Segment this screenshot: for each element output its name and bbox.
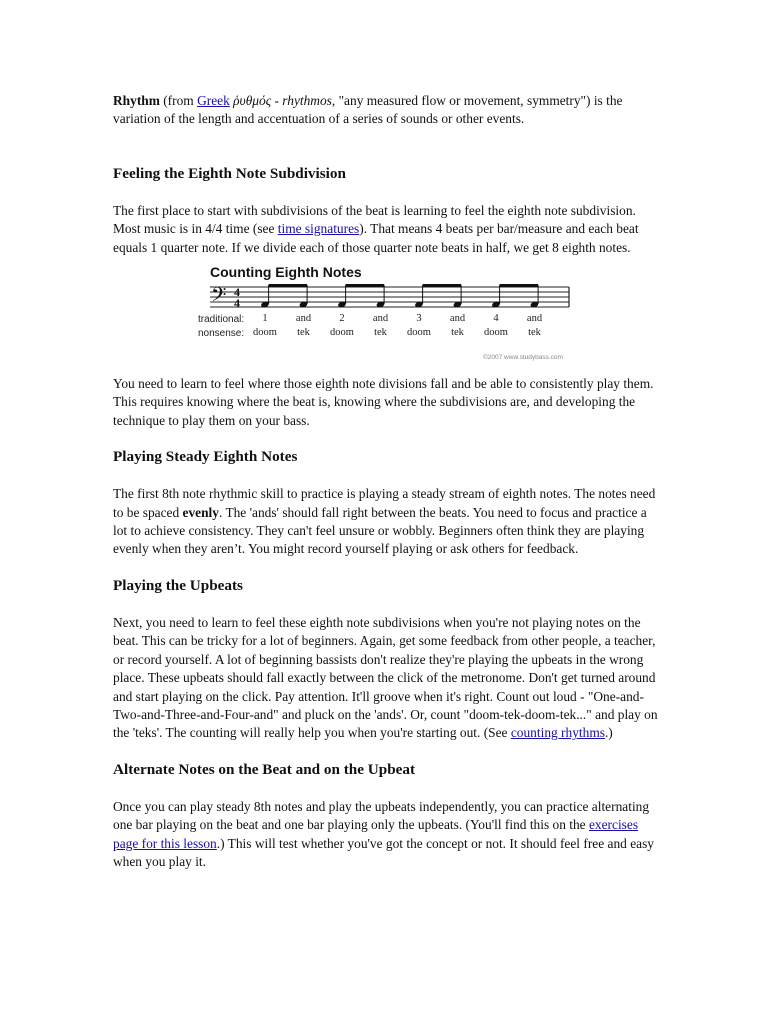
section-heading-steady-eighths: Playing Steady Eighth Notes [113,448,298,466]
section-heading-upbeats: Playing the Upbeats [113,576,243,594]
article [113,92,661,888]
rhythm-term: Rhythm [113,93,160,108]
traditional-count: 4 [493,313,499,325]
nonsense-count: tek [528,327,541,339]
s4-text-b: .) This will test whether you've got the concept or not. It should feel free and easy when you play it. [113,835,655,869]
nonsense-count: tek [297,327,310,339]
figure-title: Counting Eighth Notes [210,264,362,281]
figure-credit: ©2007 www.studybass.com [483,354,563,362]
intro-paragraph [113,92,661,129]
bass-clef: 𝄢 [211,283,227,312]
nonsense-count: tek [374,327,387,339]
time-sig-top: 4 [234,285,240,300]
section-1-paragraph-2: You need to learn to feel where those eighth note divisions fall and be able to consistently play them. This requires knowing where the beat is, knowing where the subdivisions are, and developing the technique to play them on your bass. [113,376,654,428]
greek-word: ῥυθμός - rhythmos [229,93,332,108]
s2-text-b: . The 'ands' should fall right between the beats. You need to focus and practice a lot to achieve consistency. They can't feel unsure or wobbly. Beginners often think they are playing evenly when they aren’t. You might record yourself playing or ask others for feedback. [113,504,647,557]
traditional-count: and [449,313,466,325]
nonsense-count: tek [451,327,464,339]
time-sig-bottom: 4 [234,296,240,311]
section-3-paragraph [113,614,661,743]
nonsense-label: nonsense: [198,328,245,340]
exercises-page-link[interactable]: exercises page for this lesson [113,817,639,851]
traditional-count: 2 [339,313,345,325]
section-4-paragraph [113,798,661,872]
s4-text-a: Once you can play steady 8th notes and play the upbeats independently, you can practice alternating one bar playing on the beat and one bar playing only the upbeats. (You'll find this on the [113,798,650,833]
greek-link[interactable]: Greek [197,93,230,108]
intro-rest: , "any measured flow or movement, symmetry") is the variation of the length and accentuation of a series of sounds or other events. [113,93,623,127]
section-2-paragraph [113,485,661,559]
traditional-label: traditional: [198,314,245,326]
evenly-bold: evenly [182,504,219,520]
s2-text-a: The first 8th note rhythmic skill to practice is playing a steady stream of eighth notes. The notes need to be spaced [113,486,656,520]
counting-eighth-notes-figure [113,263,661,365]
counting-rhythms-link[interactable]: counting rhythms [510,725,605,741]
s1-text-b: ). That means 4 beats per bar/measure and each beat equals 1 quarter note. If we divide each of those quarter note beats in half, we get 8 eighth notes. [113,221,639,255]
s1-text-a: The first place to start with subdivisions of the beat is learning to feel the eighth note subdivision. Most music is in 4/4 time (see [113,202,636,237]
traditional-count: and [295,313,312,325]
section-heading-alternate: Alternate Notes on the Beat and on the Upbeat [113,760,416,778]
traditional-count: and [372,313,389,325]
traditional-count: and [526,313,543,325]
s3-text-a: Next, you need to learn to feel these eighth note subdivisions when you're not playing notes on the beat. This can be tricky for a lot of beginners. Again, get some feedback from other people, a teacher, or record yourself. A lot of beginning bassists don't realize they're playing the upbeats in the wrong place. These upbeats should fall exactly between the click of the metronome. Don't get turned around and start playing on the click. Pay attention. It'll groove when it's right. Count out loud - "One-and-Two-and-Three-and-Four-and" and pluck on the 'ands'. Or, count "doom-tek-doom-tek..." and play on the 'teks'. The counting will really help you when you're starting out. (See [113,614,658,741]
traditional-count: 1 [262,313,268,325]
s3-text-b: .) [604,725,613,741]
section-1-paragraph [113,202,661,257]
time-signatures-link[interactable]: time signatures [277,221,360,237]
nonsense-count: doom [330,327,354,339]
section-heading-eighth-subdivision: Feeling the Eighth Note Subdivision [113,164,346,182]
traditional-count: 3 [416,313,422,325]
nonsense-count: doom [484,327,508,339]
nonsense-count: doom [407,327,431,339]
nonsense-count: doom [253,327,277,339]
intro-from: (from [159,93,198,108]
